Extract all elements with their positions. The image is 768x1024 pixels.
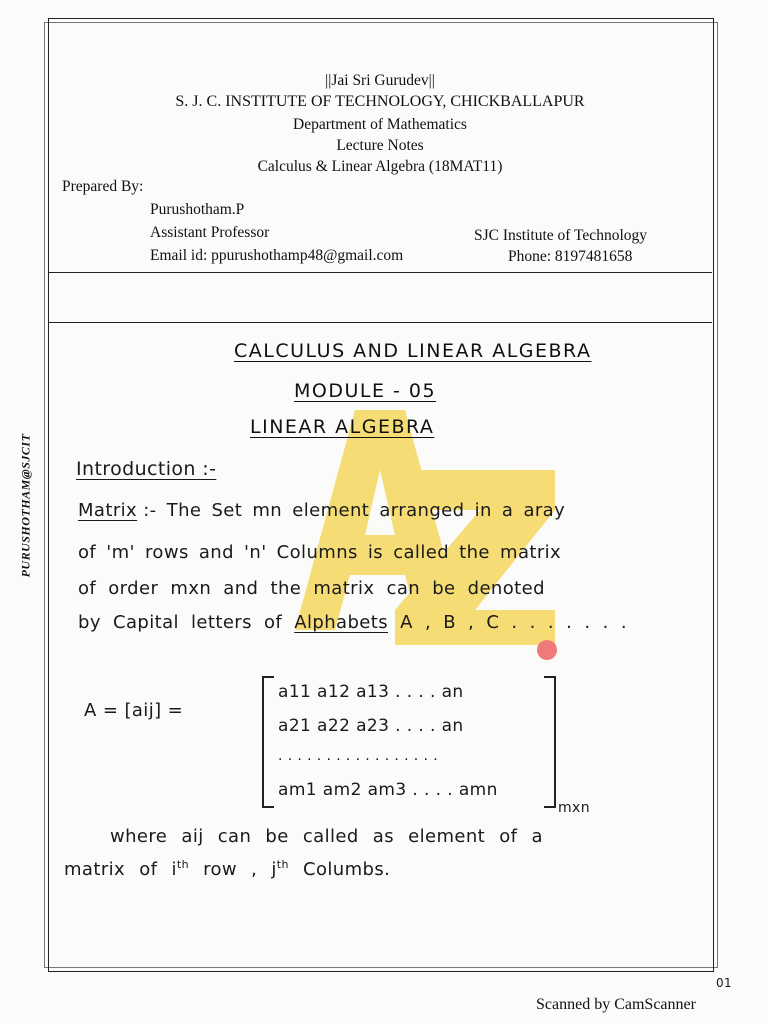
department: Department of Mathematics <box>293 116 467 133</box>
desc2-sup-2: th <box>276 858 289 871</box>
section-divider <box>48 322 712 323</box>
matrix-order: mxn <box>558 800 590 816</box>
definition-line-3: of order mxn and the matrix can be denoted <box>78 578 545 599</box>
affiliation: SJC Institute of Technology <box>474 227 647 244</box>
matrix-left-bracket <box>262 676 274 808</box>
desc2-part-a: matrix of i <box>64 859 177 880</box>
definition-text-1: :- The Set mn element arranged in a aray <box>143 500 566 521</box>
matrix-row-1: a11 a12 a13 . . . . an <box>278 682 464 702</box>
author-email: Email id: ppurushothamp48@gmail.com <box>150 247 404 264</box>
prepared-by-label: Prepared By: <box>62 178 144 195</box>
page-number: 01 <box>716 976 733 990</box>
matrix-lhs: A = [aij] = <box>84 700 184 721</box>
doc-type: Lecture Notes <box>336 137 424 154</box>
definition-text-4c: A , B , C . . . . . . . <box>400 612 627 633</box>
definition-text-4a: by Capital letters of <box>78 612 283 633</box>
invocation: ||Jai Sri Gurudev|| <box>325 72 435 89</box>
matrix-row-2: a21 a22 a23 . . . . an <box>278 716 464 736</box>
matrix-row-3: . . . . . . . . . . . . . . . . . <box>278 748 439 764</box>
element-description-1: where aij can be called as element of a <box>110 826 543 847</box>
matrix-row-4: am1 am2 am3 . . . . amn <box>278 780 498 800</box>
module-heading: MODULE - 05 <box>294 380 437 402</box>
author-title: Assistant Professor <box>150 224 270 241</box>
course-title: Calculus & Linear Algebra (18MAT11) <box>257 158 503 175</box>
intro-heading: Introduction :- <box>76 458 217 480</box>
header-divider <box>48 272 712 273</box>
desc2-part-c: Columbs. <box>288 859 391 880</box>
matrix-term: Matrix <box>78 500 138 521</box>
notes-main-title: CALCULUS AND LINEAR ALGEBRA <box>234 340 592 362</box>
definition-line-4 <box>78 612 627 633</box>
scanner-watermark: Scanned by CamScanner <box>536 996 696 1013</box>
element-description-2 <box>64 858 390 880</box>
definition-line-1 <box>78 500 565 521</box>
institute-name: S. J. C. INSTITUTE OF TECHNOLOGY, CHICKBALLAPUR <box>175 93 585 110</box>
side-author-tag: PURUSHOTHAM@SJCIT <box>18 433 33 578</box>
topic-heading: LINEAR ALGEBRA <box>250 416 435 438</box>
desc2-sup-1: th <box>176 858 189 871</box>
definition-line-2: of 'm' rows and 'n' Columns is called the matrix <box>78 542 562 563</box>
watermark-dot <box>537 640 557 660</box>
phone: Phone: 8197481658 <box>508 248 633 265</box>
alphabets-term: Alphabets <box>294 612 388 633</box>
matrix-right-bracket <box>544 676 556 808</box>
author-name: Purushotham.P <box>150 201 245 218</box>
desc2-part-b: row , j <box>188 859 277 880</box>
